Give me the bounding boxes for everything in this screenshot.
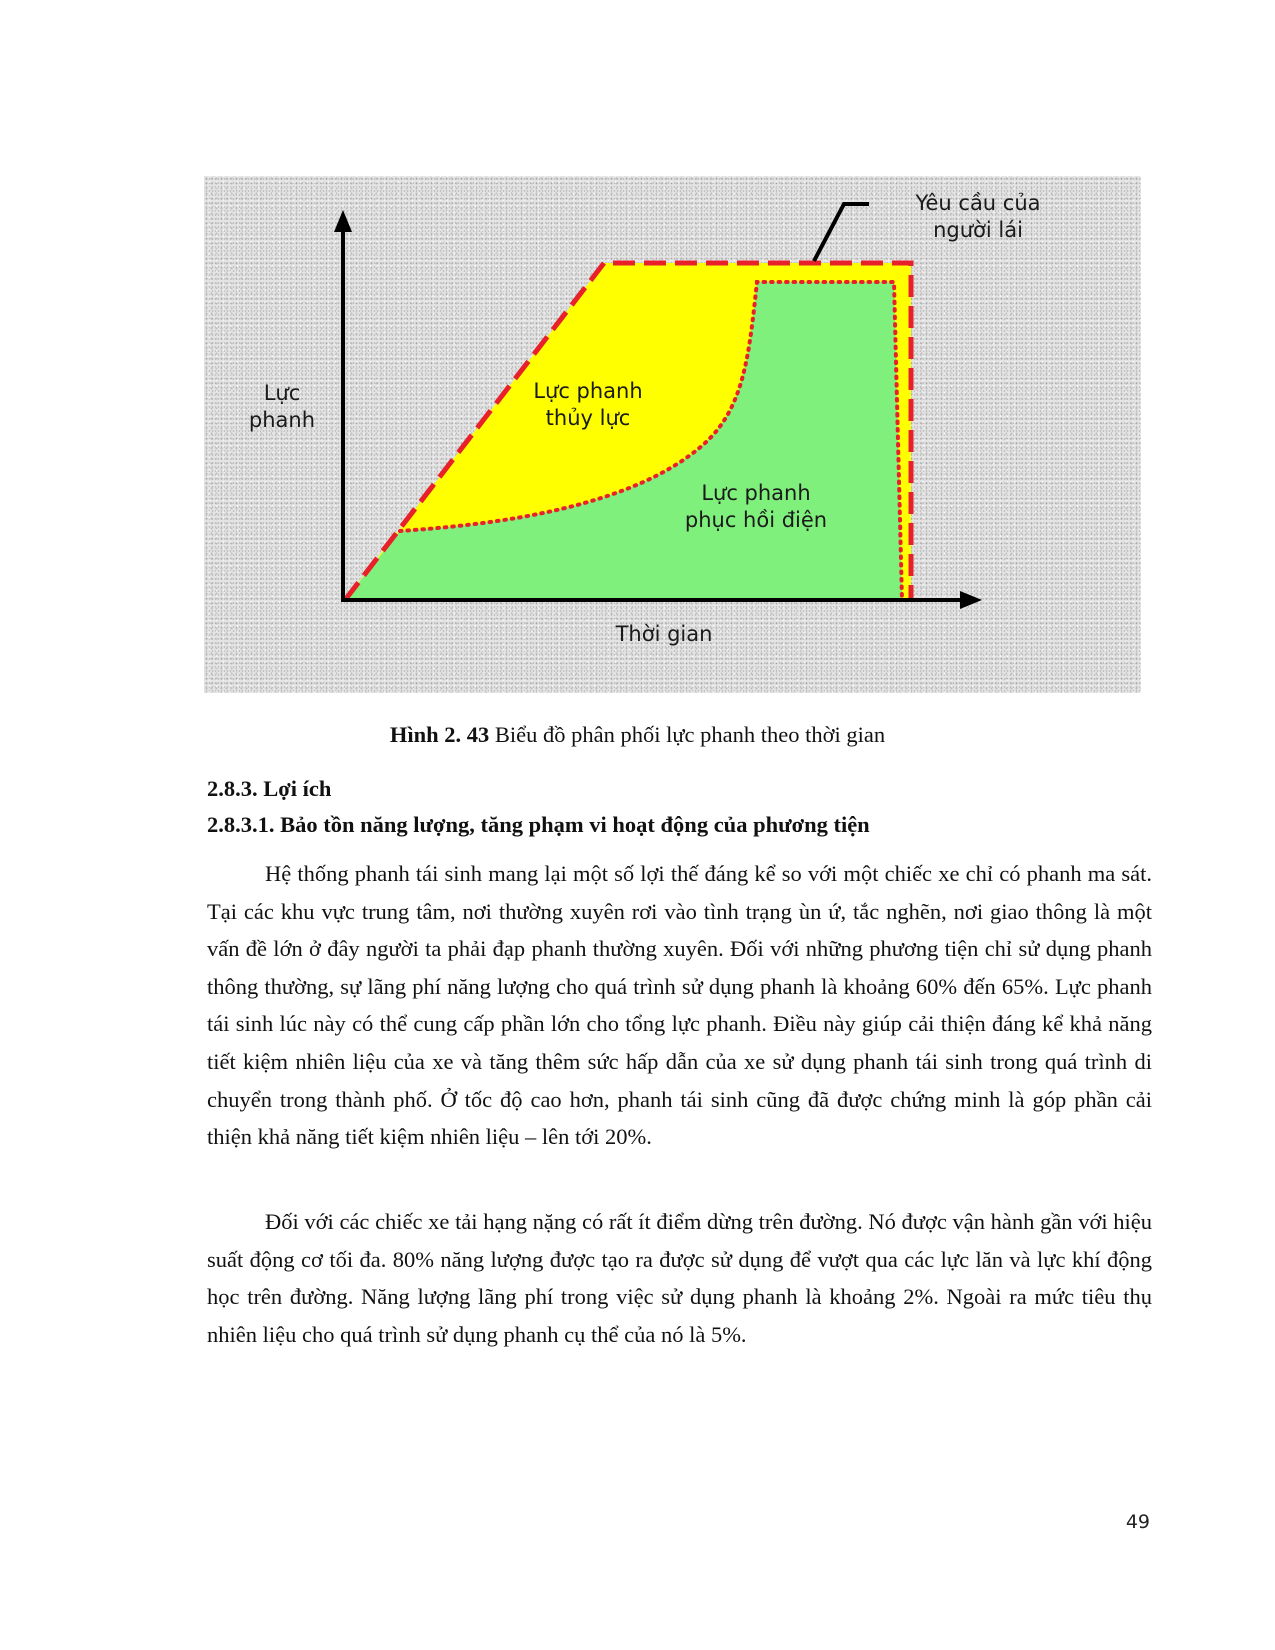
paragraph-1: Hệ thống phanh tái sinh mang lại một số lợi thế đáng kể so với một chiếc xe chỉ có phanh ma sát. Tại các khu vực trung tâm, nơi thường xuyên rơi vào tình trạng ùn ứ, tắc nghẽn, nơi giao thông là một vấn đề lớn ở đây người ta phải đạp phanh thường xuyên. Đối với những phương tiện chỉ sử dụng phanh thông thường, sự lãng phí năng lượng cho quá trình sử dụng phanh là khoảng 60% đến 65%. Lực phanh tái sinh lúc này có thể cung cấp phần lớn cho tổng lực phanh. Điều này giúp cải thiện đáng kể khả năng tiết kiệm nhiên liệu của xe và tăng thêm sức hấp dẫn của xe sử dụng phanh tái sinh trong quá trình di chuyển trong thành phố. Ở tốc độ cao hơn, phanh tái sinh cũng đã được chứng minh là góp phần cải thiện khả năng tiết kiệm nhiên liệu – lên tới 20%. <box>207 861 1152 1150</box>
figure-caption <box>0 722 1275 748</box>
page-number: 49 <box>1125 1511 1150 1533</box>
caption-text: Biểu đồ phân phối lực phanh theo thời gian <box>489 722 886 747</box>
braking-force-diagram <box>204 176 1141 693</box>
hydraulic-label-line2: thủy lực <box>545 406 631 430</box>
driver-label-line1: Yêu cầu của <box>915 191 1041 215</box>
braking-force-figure <box>204 176 1141 693</box>
hydraulic-label-line1: Lực phanh <box>533 379 643 403</box>
y-axis-arrow <box>334 210 352 232</box>
y-axis-label-line2: phanh <box>248 408 316 432</box>
regen-label-line2: phục hồi điện <box>684 508 828 532</box>
y-axis-label-line1: Lực <box>263 381 301 405</box>
driver-label-line2: người lái <box>933 218 1023 242</box>
driver-label-leader <box>814 204 869 261</box>
section-heading: 2.8.3. Lợi ích <box>207 776 332 801</box>
subsection-heading: 2.8.3.1. Bảo tồn năng lượng, tăng phạm vi hoạt động của phương tiện <box>207 812 870 837</box>
regen-label-line1: Lực phanh <box>701 481 811 505</box>
paragraph-2: Đối với các chiếc xe tải hạng nặng có rất ít điểm dừng trên đường. Nó được vận hành gần với hiệu suất động cơ tối đa. 80% năng lượng được tạo ra được sử dụng để vượt qua các lực lăn và lực khí động học trên đường. Năng lượng lãng phí trong việc sử dụng phanh là khoảng 2%. Ngoài ra mức tiêu thụ nhiên liệu cho quá trình sử dụng phanh cụ thể của nó là 5%. <box>207 1209 1152 1347</box>
x-axis-label: Thời gian <box>615 622 713 646</box>
x-axis-arrow <box>960 591 982 609</box>
caption-label: Hình 2. 43 <box>389 722 490 747</box>
